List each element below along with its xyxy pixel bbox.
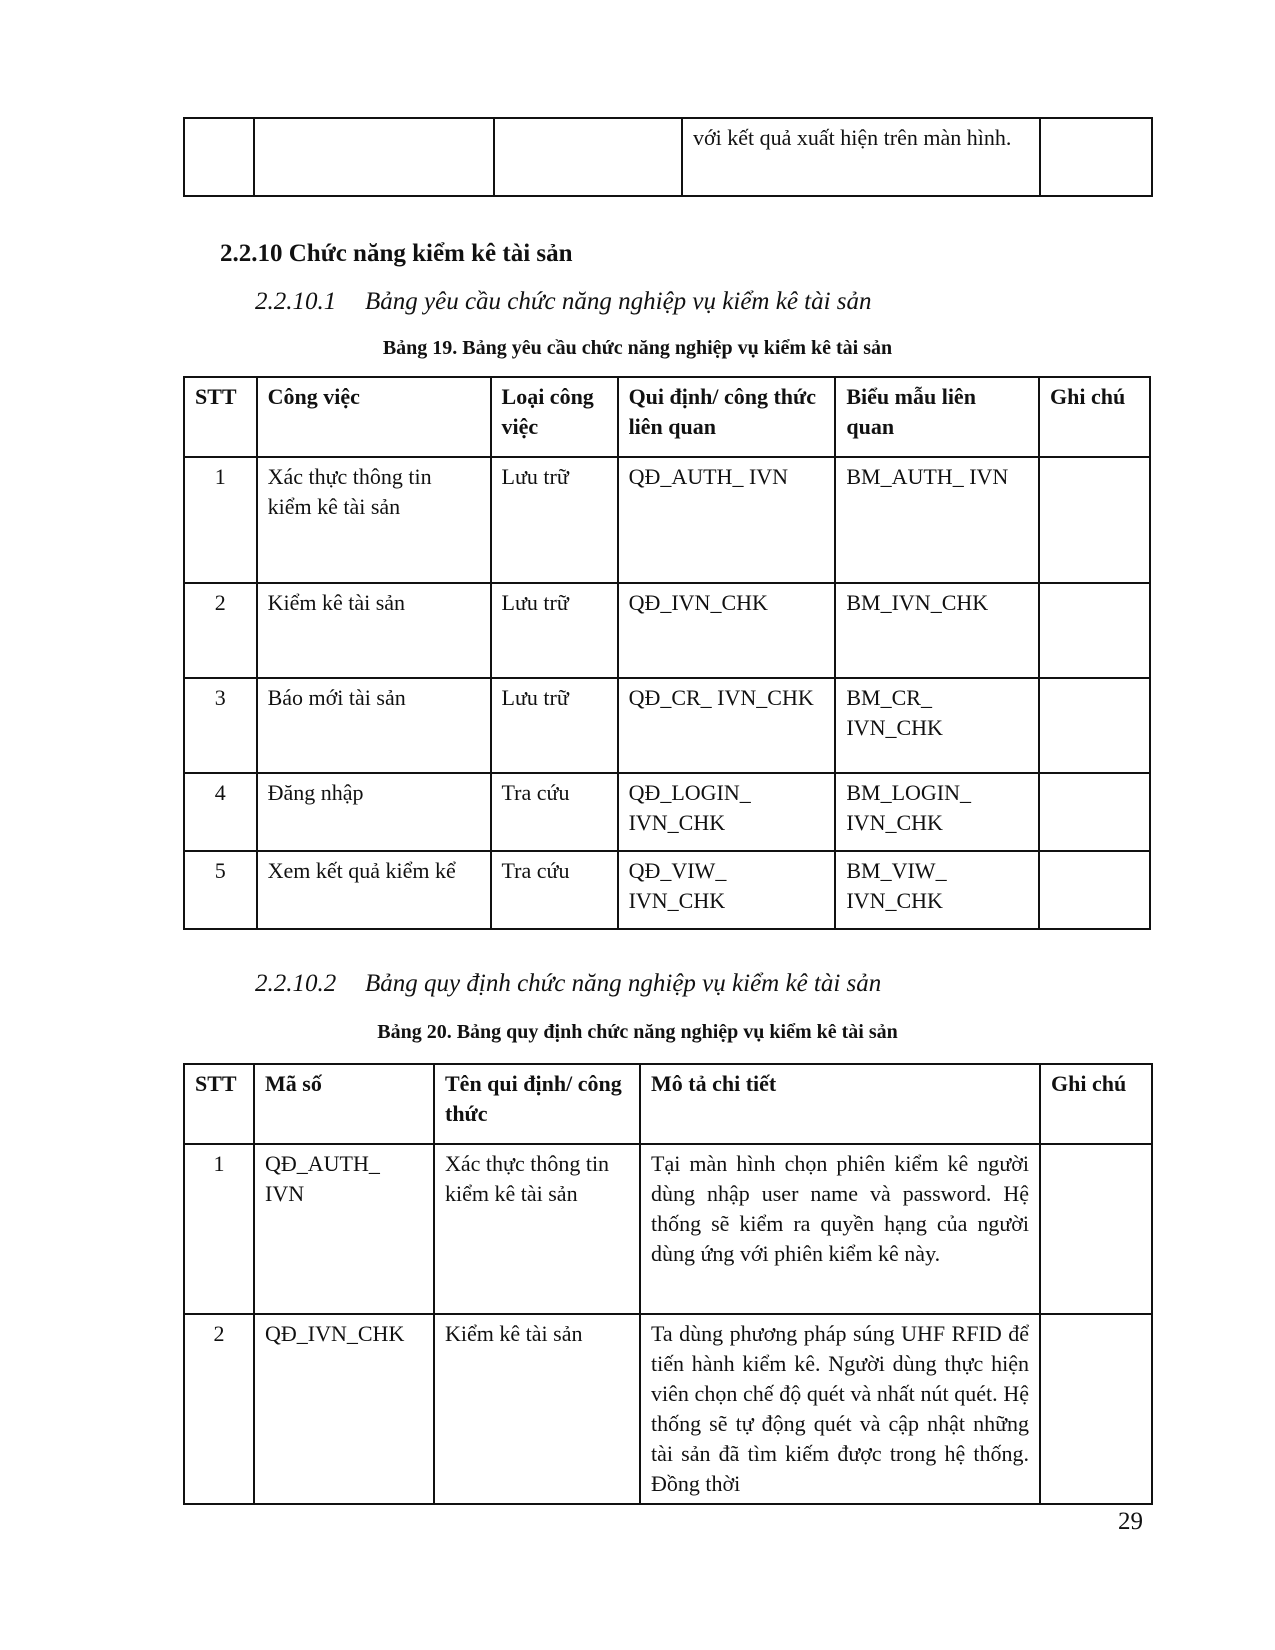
- loai-cell: Tra cứu: [491, 851, 618, 929]
- mo-ta-cell: Tại màn hình chọn phiên kiểm kê người dùng nhập user name và password. Hệ thống sẽ kiểm ra quyền hạng của người dùng ứng với phiên kiểm kê này.: [640, 1144, 1040, 1314]
- subsection-heading-2: [255, 970, 881, 998]
- qui-dinh-cell: QĐ_VIW_ IVN_CHK: [618, 851, 836, 929]
- subsection-heading-1: [255, 288, 872, 316]
- bieu-mau-cell: BM_IVN_CHK: [835, 583, 1039, 678]
- bieu-mau-cell: BM_CR_ IVN_CHK: [835, 678, 1039, 773]
- stt-cell: 5: [184, 851, 257, 929]
- loai-cell: Lưu trữ: [491, 457, 618, 583]
- column-header: Qui định/ công thức liên quan: [618, 377, 836, 457]
- ghi-chu-cell: [1039, 678, 1150, 773]
- table-header-row: [184, 1064, 1152, 1144]
- table-19-caption: Bảng 19. Bảng yêu cầu chức năng nghiệp vụ kiểm kê tài sản: [382, 337, 893, 359]
- stt-cell: 4: [184, 773, 257, 851]
- loai-cell: Tra cứu: [491, 773, 618, 851]
- table-row: [184, 583, 1150, 678]
- column-header: Biểu mẫu liên quan: [835, 377, 1039, 457]
- loai-cell: Lưu trữ: [491, 583, 618, 678]
- stt-cell: 1: [184, 457, 257, 583]
- qui-dinh-cell: QĐ_LOGIN_ IVN_CHK: [618, 773, 836, 851]
- section-heading: 2.2.10 Chức năng kiểm kê tài sản: [220, 240, 573, 267]
- ma-so-cell: QĐ_AUTH_ IVN: [254, 1144, 434, 1314]
- column-header: Mã số: [254, 1064, 434, 1144]
- loai-cell: Lưu trữ: [491, 678, 618, 773]
- ghi-chu-cell: [1039, 583, 1150, 678]
- table-20: [183, 1063, 1153, 1505]
- table-header-row: [184, 377, 1150, 457]
- column-header: Loại công việc: [491, 377, 618, 457]
- table-row: [184, 1144, 1152, 1314]
- ghi-chu-cell: [1039, 851, 1150, 929]
- stt-cell: 2: [184, 583, 257, 678]
- cong-viec-cell: Xem kết quả kiểm kể: [257, 851, 491, 929]
- table-20-caption: Bảng 20. Bảng quy định chức năng nghiệp vụ kiểm kê tài sản: [377, 1021, 898, 1043]
- stt-cell: 1: [184, 1144, 254, 1314]
- qui-dinh-cell: QĐ_IVN_CHK: [618, 583, 836, 678]
- ghi-chu-cell: [1040, 1314, 1152, 1504]
- bieu-mau-cell: BM_VIW_ IVN_CHK: [835, 851, 1039, 929]
- ghi-chu-cell: [1039, 457, 1150, 583]
- table-cell: [184, 118, 254, 196]
- table-cell: [254, 118, 494, 196]
- table-cell: với kết quả xuất hiện trên màn hình.: [682, 118, 1040, 196]
- ghi-chu-cell: [1039, 773, 1150, 851]
- page-number: 29: [1118, 1508, 1143, 1535]
- subsection-number: 2.2.10.1: [255, 288, 337, 315]
- mo-ta-cell: Ta dùng phương pháp súng UHF RFID để tiến hành kiểm kê. Người dùng thực hiện viên chọn chế độ quét và nhất nút quét. Hệ thống sẽ tự động quét và cập nhật những tài sản đã tìm kiếm được trong hệ thống. Đồng thời: [640, 1314, 1040, 1504]
- subsection-number: 2.2.10.2: [255, 970, 337, 997]
- qui-dinh-cell: QĐ_CR_ IVN_CHK: [618, 678, 836, 773]
- column-header: Tên qui định/ công thức: [434, 1064, 640, 1144]
- column-header: Mô tả chi tiết: [640, 1064, 1040, 1144]
- cong-viec-cell: Xác thực thông tin kiểm kê tài sản: [257, 457, 491, 583]
- bieu-mau-cell: BM_LOGIN_ IVN_CHK: [835, 773, 1039, 851]
- previous-table-fragment: [183, 117, 1153, 197]
- table-cell: [1040, 118, 1152, 196]
- column-header: Công việc: [257, 377, 491, 457]
- table-row: [184, 1314, 1152, 1504]
- table-cell: [494, 118, 682, 196]
- cong-viec-cell: Kiểm kê tài sản: [257, 583, 491, 678]
- table-row: [184, 678, 1150, 773]
- ma-so-cell: QĐ_IVN_CHK: [254, 1314, 434, 1504]
- table-row: [184, 851, 1150, 929]
- column-header: Ghi chú: [1040, 1064, 1152, 1144]
- column-header: STT: [184, 377, 257, 457]
- subsection-title: Bảng yêu cầu chức năng nghiệp vụ kiểm kê tài sản: [365, 288, 872, 315]
- stt-cell: 3: [184, 678, 257, 773]
- cong-viec-cell: Báo mới tài sản: [257, 678, 491, 773]
- qui-dinh-cell: QĐ_AUTH_ IVN: [618, 457, 836, 583]
- column-header: STT: [184, 1064, 254, 1144]
- bieu-mau-cell: BM_AUTH_ IVN: [835, 457, 1039, 583]
- ghi-chu-cell: [1040, 1144, 1152, 1314]
- subsection-title: Bảng quy định chức năng nghiệp vụ kiểm kê tài sản: [365, 970, 882, 997]
- stt-cell: 2: [184, 1314, 254, 1504]
- table-row: [184, 457, 1150, 583]
- column-header: Ghi chú: [1039, 377, 1150, 457]
- ten-cell: Xác thực thông tin kiểm kê tài sản: [434, 1144, 640, 1314]
- table-row: [184, 773, 1150, 851]
- ten-cell: Kiểm kê tài sản: [434, 1314, 640, 1504]
- table-19: [183, 376, 1151, 930]
- table-row: [184, 118, 1152, 196]
- cong-viec-cell: Đăng nhập: [257, 773, 491, 851]
